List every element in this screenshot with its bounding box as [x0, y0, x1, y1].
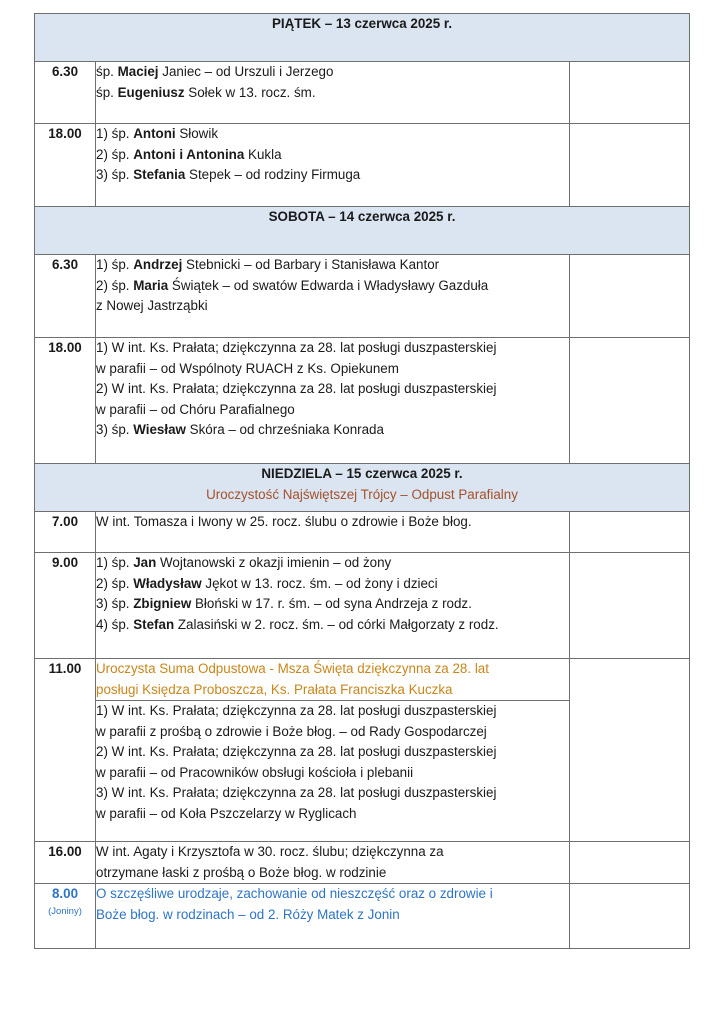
intention-text: w parafii – od Chóru Parafialnego — [96, 401, 295, 417]
mass-time: 18.00 — [35, 124, 96, 207]
mass-time-joniny — [35, 884, 96, 949]
deceased-name: Stefan — [133, 616, 175, 632]
suma-line: Uroczysta Suma Odpustowa - Msza Święta dziękczynna za 28. lat — [96, 661, 489, 676]
intention-text: otrzymane łaski z prośbą o Boże błog. w rodzinie — [96, 864, 387, 880]
intention-text: Stepek – od rodziny Firmuga — [185, 167, 361, 182]
intention-text: Skóra – od chrześniaka Konrada — [185, 422, 384, 437]
mass-intentions — [96, 842, 570, 884]
mass-notes-cell — [570, 659, 690, 842]
intention-line — [96, 804, 569, 825]
intention-text: 1) śp. — [96, 126, 134, 141]
day-title: NIEDZIELA – 15 czerwca 2025 r. — [261, 466, 463, 481]
intention-line — [96, 905, 569, 926]
mass-intentions — [96, 701, 570, 842]
intention-text: Kukla — [244, 146, 282, 162]
deceased-name: Antoni i Antonina — [133, 146, 245, 162]
mass-intentions — [96, 62, 570, 124]
mass-intentions — [96, 338, 570, 464]
intention-line — [96, 512, 569, 533]
mass-notes-cell — [570, 124, 690, 207]
mass-intentions — [96, 553, 570, 659]
intention-text: 3) śp. — [96, 422, 134, 437]
intention-text: 1) W int. Ks. Prałata; dziękczynna za 28. lat posługi duszpasterskiej — [96, 703, 497, 718]
intention-text: Stebnicki – od Barbary i Stanisława Kantor — [182, 257, 440, 272]
deceased-name: Eugeniusz — [117, 84, 185, 100]
intention-line — [96, 296, 569, 317]
day-title: SOBOTA – 14 czerwca 2025 r. — [268, 209, 456, 224]
intention-text: Błoński w 17. r. śm. – od syna Andrzeja z rodz. — [191, 596, 472, 611]
intention-text: w parafii – od Pracowników obsługi kościoła i plebanii — [96, 764, 414, 780]
intention-line — [96, 742, 569, 763]
mass-row — [35, 842, 690, 884]
mass-schedule-table — [34, 13, 690, 949]
intention-text: 2) śp. — [96, 277, 134, 293]
mass-row — [35, 553, 690, 659]
mass-row — [35, 338, 690, 464]
mass-time: 16.00 — [35, 842, 96, 884]
intention-line — [96, 83, 569, 104]
feast-title: Uroczystość Najświętszej Trójcy – Odpust Parafialny — [206, 486, 518, 502]
day-header — [35, 14, 690, 62]
intention-line — [96, 62, 569, 83]
deceased-name: Jan — [133, 555, 157, 570]
mass-row — [35, 659, 690, 701]
mass-notes-cell — [570, 62, 690, 124]
intention-line — [96, 145, 569, 166]
mass-time: 18.00 — [35, 338, 96, 464]
intention-line — [96, 379, 569, 400]
deceased-name: Władysław — [133, 575, 202, 591]
mass-intentions — [96, 512, 570, 553]
day-header-row — [35, 464, 690, 512]
deceased-name: Andrzej — [133, 257, 183, 272]
mass-notes-cell — [570, 338, 690, 464]
mass-notes-cell — [570, 512, 690, 553]
mass-row — [35, 255, 690, 338]
suma-line: posługi Księdza Proboszcza, Ks. Prałata Franciszka Kuczka — [96, 681, 453, 697]
mass-notes-cell — [570, 553, 690, 659]
intention-line — [96, 255, 569, 276]
intention-line — [96, 763, 569, 784]
intention-line — [96, 701, 569, 722]
suma-announcement — [96, 659, 570, 701]
intention-text: Boże błog. w rodzinach – od 2. Róży Matek z Jonin — [96, 906, 400, 922]
mass-location-note: (Joniny) — [48, 905, 82, 917]
intention-text: Janiec – od Urszuli i Jerzego — [158, 64, 334, 79]
intention-text: Sołek w 13. rocz. śm. — [184, 84, 316, 100]
intention-line — [96, 884, 569, 905]
intention-line — [96, 165, 569, 186]
intention-text: Słowik — [175, 126, 219, 141]
intention-text: W int. Tomasza i Iwony w 25. rocz. ślubu o zdrowie i Boże błog. — [96, 514, 472, 529]
intention-line — [96, 124, 569, 145]
intention-text: w parafii – od Wspólnoty RUACH z Ks. Opiekunem — [96, 360, 399, 376]
intention-line — [96, 359, 569, 380]
intention-text: 2) śp. — [96, 575, 134, 591]
intention-text: 1) śp. — [96, 257, 134, 272]
deceased-name: Maciej — [117, 64, 159, 79]
intention-text: z Nowej Jastrząbki — [96, 298, 208, 313]
mass-time: 6.30 — [35, 62, 96, 124]
intention-line — [96, 338, 569, 359]
mass-intentions — [96, 255, 570, 338]
mass-notes-cell — [570, 884, 690, 949]
intention-text: 3) W int. Ks. Prałata; dziękczynna za 28. lat posługi duszpasterskiej — [96, 785, 497, 800]
deceased-name: Stefania — [133, 167, 186, 182]
mass-notes-cell — [570, 842, 690, 884]
intention-text: Jękot w 13. rocz. śm. – od żony i dzieci — [201, 575, 438, 591]
intention-text: 3) śp. — [96, 596, 134, 611]
intention-text: 2) śp. — [96, 146, 134, 162]
day-header-row — [35, 207, 690, 255]
day-header-row — [35, 14, 690, 62]
intention-line — [96, 615, 569, 636]
intention-text: 1) W int. Ks. Prałata; dziękczynna za 28. lat posługi duszpasterskiej — [96, 340, 497, 355]
intention-text: śp. — [96, 64, 118, 79]
intention-text: 4) śp. — [96, 616, 134, 632]
intention-text: 1) śp. — [96, 555, 134, 570]
mass-time: 9.00 — [35, 553, 96, 659]
mass-intentions — [96, 884, 570, 949]
intention-text: Świątek – od swatów Edwarda i Władysławy Gazduła — [168, 277, 489, 293]
deceased-name: Antoni — [133, 126, 176, 141]
deceased-name: Maria — [133, 277, 169, 293]
intention-line — [96, 400, 569, 421]
mass-time-value: 8.00 — [51, 886, 79, 901]
intention-line — [96, 594, 569, 615]
intention-text: 2) W int. Ks. Prałata; dziękczynna za 28. lat posługi duszpasterskiej — [96, 744, 497, 759]
intention-text: O szczęśliwe urodzaje, zachowanie od nieszczęść oraz o zdrowie i — [96, 886, 493, 901]
intention-text: W int. Agaty i Krzysztofa w 30. rocz. ślubu; dziękczynna za — [96, 844, 444, 859]
deceased-name: Zbigniew — [133, 596, 192, 611]
deceased-name: Wiesław — [133, 422, 186, 437]
intention-line — [96, 553, 569, 574]
intention-line — [96, 574, 569, 595]
mass-row — [35, 62, 690, 124]
intention-text: 2) W int. Ks. Prałata; dziękczynna za 28. lat posługi duszpasterskiej — [96, 381, 497, 396]
intention-text: Wojtanowski z okazji imienin – od żony — [156, 555, 392, 570]
intention-text: śp. — [96, 84, 118, 100]
day-header — [35, 207, 690, 255]
intention-line — [96, 842, 569, 863]
mass-time: 11.00 — [35, 659, 96, 842]
intention-line — [96, 722, 569, 743]
intention-line — [96, 863, 569, 884]
day-header — [35, 464, 690, 512]
mass-row — [35, 512, 690, 553]
mass-intentions — [96, 124, 570, 207]
mass-row — [35, 884, 690, 949]
intention-text: w parafii – od Koła Pszczelarzy w Ryglicach — [96, 805, 357, 821]
mass-row — [35, 124, 690, 207]
intention-line — [96, 276, 569, 297]
intention-line — [96, 420, 569, 441]
mass-time: 7.00 — [35, 512, 96, 553]
mass-time: 6.30 — [35, 255, 96, 338]
intention-text: w parafii z prośbą o zdrowie i Boże błog. – od Rady Gospodarczej — [96, 723, 487, 739]
day-title: PIĄTEK – 13 czerwca 2025 r. — [271, 16, 453, 31]
intention-text: 3) śp. — [96, 167, 134, 182]
mass-notes-cell — [570, 255, 690, 338]
intention-text: Zalasiński w 2. rocz. śm. – od córki Małgorzaty z rodz. — [174, 616, 499, 632]
intention-line — [96, 783, 569, 804]
